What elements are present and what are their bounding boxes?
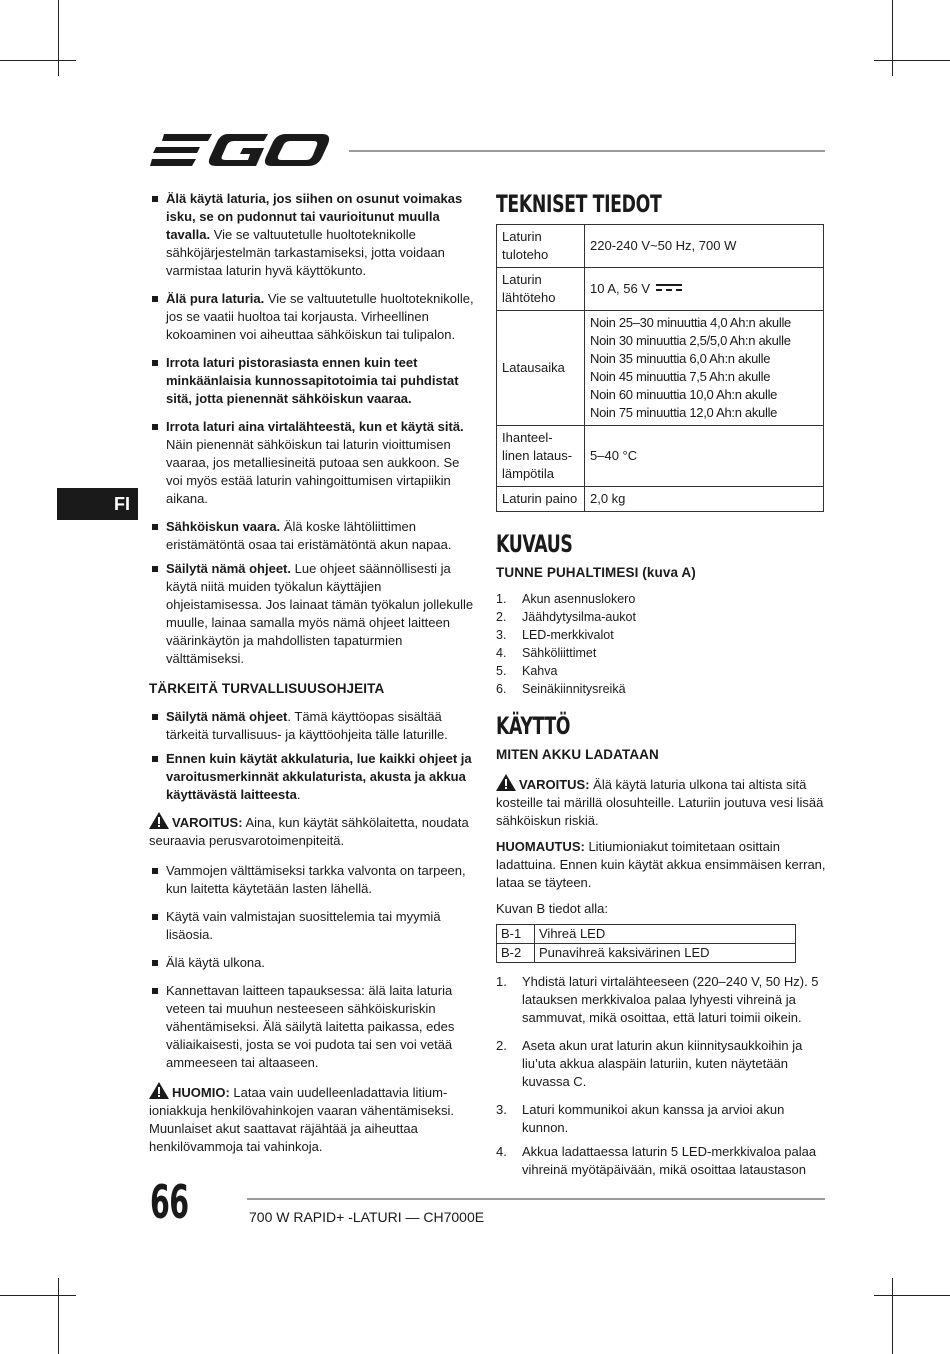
list-item [496, 626, 826, 644]
crop-mark [874, 60, 950, 61]
charging-time-line: Noin 25–30 minuuttia 4,0 Ah:n akulle [590, 315, 791, 330]
led-table [496, 924, 796, 963]
list-number: 2. [496, 1038, 507, 1053]
parts-list [496, 590, 826, 698]
bullet-item [149, 518, 479, 554]
warning-label: VAROITUS: [172, 815, 243, 830]
warning-icon [149, 812, 169, 829]
spec-value: 2,0 kg [585, 487, 824, 512]
bullet-text: Lue ohjeet säännöllisesti ja käytä niitä muiden työkalun käyttäjien ohjeistamisessa. Jos lainaat tämän työkalun jollekulle muulle, lainaa samalla myös nämä ohjeet laitteen väärinkäytön ja mahdollisten tapaturmien välttämiseksi. [166, 561, 474, 666]
warning-icon [149, 1082, 169, 1099]
bullet-text: Älä koske lähtöliittimen eristämätöntä osaa tai eristämätöntä akun napaa. [166, 519, 452, 552]
bullet-bold: Irrota laturi aina virtalähteestä, kun et käytä sitä. [166, 419, 464, 434]
list-number: 6. [496, 682, 507, 696]
list-item [496, 662, 826, 680]
spec-key: Laturin paino [497, 487, 585, 512]
crop-mark [874, 1295, 950, 1296]
list-number: 2. [496, 610, 507, 624]
list-item [496, 1101, 826, 1137]
spec-value: 5–40 °C [585, 426, 824, 487]
list-item [496, 680, 826, 698]
bullet-text: Vie se valtuutetulle huoltoteknikolle, jos se vaatii huoltoa tai korjausta. Virheellinen kokoaminen voi aiheuttaa sähköiskun tai tulipalon. [166, 291, 474, 342]
usage-subheading: MITEN AKKU LADATAAN [496, 747, 659, 762]
bullet-item [149, 190, 479, 280]
warning-paragraph [496, 774, 826, 830]
bullet-item [149, 954, 479, 972]
list-text: Seinäkiinnitysreikä [522, 682, 626, 696]
charging-time-line: Noin 75 minuuttia 12,0 Ah:n akulle [590, 405, 778, 420]
bullet-item [149, 418, 479, 508]
spec-value: 220-240 V~50 Hz, 700 W [585, 225, 824, 268]
ego-logo [150, 130, 332, 170]
crop-mark [892, 0, 893, 76]
spec-value-cell [585, 268, 824, 311]
bullet-item [149, 560, 479, 668]
table-row [497, 311, 824, 426]
spec-value: 10 A, 56 V [590, 281, 650, 296]
charging-times [585, 311, 824, 426]
spec-key: Latausaika [497, 311, 585, 426]
list-text: Jäähdytysilma-aukot [522, 610, 636, 624]
bullet-bold: Säilytä nämä ohjeet [166, 709, 288, 724]
bullet-item [149, 908, 479, 944]
bullet-text: Älä käytä ulkona. [166, 955, 266, 970]
description-title: KUVAUS [496, 530, 573, 558]
header-rule [349, 150, 825, 152]
right-column [496, 190, 826, 1189]
list-number: 3. [496, 1102, 507, 1117]
figure-b-caption: Kuvan B tiedot alla: [496, 901, 609, 916]
warning-text: Älä käytä laturia ulkona tai altista sitä kosteille tai märillä olosuhteille. Laturiin joutuva vesi lisää sähköiskun riskiä. [496, 777, 824, 828]
table-row [497, 268, 824, 311]
table-row [497, 487, 824, 512]
led-key: B-1 [497, 925, 535, 944]
list-item [496, 973, 826, 1027]
caution-label: HUOMIO: [172, 1085, 230, 1100]
bullet-item [149, 750, 479, 804]
bullet-text: . Tämä käyttöopas sisältää tärkeitä turvallisuus- ja käyttöohjeita tälle laturille. [166, 709, 448, 742]
charging-time-line: Noin 30 minuuttia 2,5/5,0 Ah:n akulle [590, 333, 791, 348]
notice-label: HUOMAUTUS: [496, 839, 585, 854]
footer-product-name: 700 W RAPID+ -LATURI — CH7000E [249, 1209, 485, 1225]
notice-text: Litiumioniakut toimitetaan osittain ladattuina. Ennen kuin käytät akkua ensimmäisen kerran, lataa se täyteen. [496, 839, 826, 890]
crop-mark [0, 1295, 76, 1296]
list-text: Sähköliittimet [522, 646, 597, 660]
list-text: Yhdistä laturi virtalähteeseen (220–240 V, 50 Hz). 5 latauksen merkkivaloa palaa lyhyesti vihreinä ja sammuvat, mikä osoittaa, että laturi toimii oikein. [522, 974, 819, 1025]
spec-title: TEKNISET TIEDOT [496, 190, 662, 218]
list-item [496, 1037, 826, 1091]
list-text: Kahva [522, 664, 558, 678]
led-key: B-2 [497, 944, 535, 963]
list-number: 1. [496, 974, 507, 989]
charging-time-line: Noin 60 minuuttia 10,0 Ah:n akulle [590, 387, 778, 402]
bullet-bold: Ennen kuin käytät akkulaturia, lue kaikki ohjeet ja varoitusmerkinnät akkulaturista, akusta ja akkua käyttävästä laitteesta [166, 751, 472, 802]
warning-label: VAROITUS: [519, 777, 590, 792]
spec-table [496, 224, 824, 512]
left-column [149, 190, 479, 1168]
list-text: Akkua ladattaessa laturin 5 LED-merkkivaloa palaa vihreinä myötäpäivään, mikä osoittaa lataustason [522, 1144, 817, 1177]
crop-mark [58, 1278, 59, 1354]
spec-key: Laturin tuloteho [497, 225, 585, 268]
bullet-text: Käytä vain valmistajan suosittelemia tai myymiä lisäosia. [166, 909, 441, 942]
bullet-item [149, 862, 479, 898]
list-number: 3. [496, 628, 507, 642]
language-tab: FI [57, 488, 138, 520]
bullet-bold: Älä pura laturia. [166, 291, 265, 306]
caution-text: Lataa vain uudelleenladattavia litium-ioniakkuja henkilövahinkojen vaaran vähentämiseksi. Muunlaiset akut saattavat räjähtää ja aiheuttaa henkilövammoja tai vahinkoja. [149, 1085, 454, 1154]
list-item [496, 644, 826, 662]
charging-time-line: Noin 45 minuuttia 7,5 Ah:n akulle [590, 369, 771, 384]
warning-paragraph [149, 812, 479, 850]
table-row [497, 944, 796, 963]
bullet-text: Näin pienennät sähköiskun tai laturin vioittumisen vaaraa, jos metalliesineitä putoaa sen aukkoon. Se voi myös estää laturin vahingoittumisen virtapiikin aikana. [166, 437, 460, 506]
warning-icon [496, 774, 516, 791]
notice-paragraph [496, 838, 826, 892]
crop-mark [0, 60, 76, 61]
bullet-text: Vie se valtuutetulle huoltoteknikolle sähköjärjestelmän tarkastamiseksi, jotta voidaan varmistaa laturin hyvä käyttökunto. [166, 227, 445, 278]
list-number: 4. [496, 1144, 507, 1159]
crop-mark [58, 0, 59, 76]
bullet-bold: Säilytä nämä ohjeet. [166, 561, 291, 576]
bullet-item [149, 290, 479, 344]
spec-key: Ihanteel-linen lataus-lämpötila [497, 426, 585, 487]
footer-rule [247, 1198, 825, 1200]
usage-title: KÄYTTÖ [496, 712, 571, 740]
table-row [497, 426, 824, 487]
list-item [496, 1143, 826, 1179]
bullet-item [149, 354, 479, 408]
list-number: 1. [496, 592, 507, 606]
list-item [496, 590, 826, 608]
crop-mark [892, 1278, 893, 1354]
bullet-text: Kannettavan laitteen tapauksessa: älä laita laturia veteen tai muuhun nesteeseen sähköiskuriskin vähentämiseksi. Älä säilytä laitetta paikassa, edes väliaikaisesti, josta se voi pudota tai sen voi vetää ammeeseen tai altaaseen. [166, 983, 455, 1070]
bullet-bold: Älä käytä laturia, jos siihen on osunut voimakas isku, se on pudonnut tai vaurioitunut muulla tavalla. [166, 191, 463, 242]
spec-key: Laturin lähtöteho [497, 268, 585, 311]
led-value: Punavihreä kaksivärinen LED [535, 944, 796, 963]
table-row [497, 225, 824, 268]
warning-text: Aina, kun käytät sähkölaitetta, noudata seuraavia perusvarotoimenpiteitä. [149, 815, 469, 848]
list-text: LED-merkkivalot [522, 628, 614, 642]
list-item [496, 608, 826, 626]
led-value: Vihreä LED [535, 925, 796, 944]
page-number: 66 [150, 1175, 189, 1229]
description-subheading: TUNNE PUHALTIMESI (kuva A) [496, 565, 696, 580]
bullet-item [149, 982, 479, 1072]
bullet-bold: Sähköiskun vaara. [166, 519, 281, 534]
list-text: Laturi kommunikoi akun kanssa ja arvioi akun kunnon. [522, 1102, 785, 1135]
charging-time-line: Noin 35 minuuttia 6,0 Ah:n akulle [590, 351, 771, 366]
list-number: 4. [496, 646, 507, 660]
dc-symbol-icon [656, 283, 682, 293]
bullet-item [149, 708, 479, 744]
bullet-bold: Irrota laturi pistorasiasta ennen kuin teet minkäänlaisia kunnossapitotoimia tai puhdistat sitä, jotta pienennät sähköiskun vaaraa. [166, 355, 459, 406]
caution-paragraph [149, 1082, 479, 1156]
list-text: Aseta akun urat laturin akun kiinnitysaukkoihin ja liu’uta akkua alaspäin laturiin, kuten näytetään kuvassa C. [522, 1038, 803, 1089]
list-text: Akun asennuslokero [522, 592, 636, 606]
bullet-text: . [296, 787, 301, 802]
safety-heading: TÄRKEITÄ TURVALLISUUSOHJEITA [149, 681, 385, 696]
bullet-text: Vammojen välttämiseksi tarkka valvonta on tarpeen, kun laitetta käytetään lasten lähellä. [166, 863, 466, 896]
list-number: 5. [496, 664, 507, 678]
table-row [497, 925, 796, 944]
charging-steps [496, 973, 826, 1179]
